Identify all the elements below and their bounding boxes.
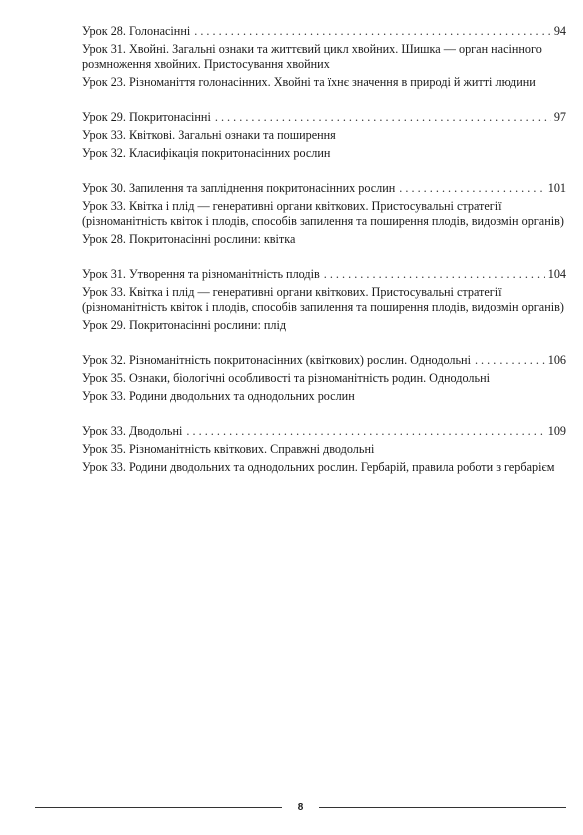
footer-rule-right <box>319 807 566 808</box>
toc-entry[interactable] <box>82 110 566 125</box>
toc-entry-page: 101 <box>547 181 566 195</box>
toc-entry-title: Урок 28. Голонасінні <box>82 24 191 38</box>
toc-entry-title: Урок 30. Запилення та запліднення покритонасінних рослин <box>82 181 396 195</box>
toc-entry-page: 109 <box>547 424 566 438</box>
related-lesson: Урок 31. Хвойні. Загальні ознаки та життєвий цикл хвойних. Шишка — орган насінного розмноження хвойних. Пристосування хвойних <box>82 42 542 71</box>
footer-rule-left <box>35 807 282 808</box>
toc-entry[interactable] <box>82 424 566 439</box>
toc-entry-page: 97 <box>553 110 566 124</box>
page-footer <box>35 802 566 813</box>
related-lesson: Урок 32. Класифікація покритонасінних рослин <box>82 146 331 160</box>
dot-leader <box>186 424 544 439</box>
toc-group <box>82 353 566 404</box>
toc-group <box>82 267 566 333</box>
related-lesson: Урок 29. Покритонасінні рослини: плід <box>82 318 287 332</box>
toc-group <box>82 181 566 247</box>
related-lesson: Урок 33. Родини дводольних та однодольних рослин <box>82 389 355 403</box>
page-number: 8 <box>297 802 304 813</box>
toc-group <box>82 424 566 475</box>
dot-leader <box>475 353 545 368</box>
related-lesson: Урок 33. Родини дводольних та однодольних рослин. Гербарій, правила роботи з гербарієм <box>82 460 555 474</box>
dot-leader <box>324 267 545 282</box>
toc-entry-title: Урок 32. Різноманітність покритонасінних (квіткових) рослин. Однодольні <box>82 353 471 367</box>
related-lesson: Урок 33. Квіткові. Загальні ознаки та поширення <box>82 128 336 142</box>
related-lesson: Урок 23. Різноманіття голонасінних. Хвойні та їхнє значення в природі й житті людини <box>82 75 536 89</box>
toc-entry-title: Урок 31. Утворення та різноманітність плодів <box>82 267 320 281</box>
toc-group <box>82 110 566 161</box>
toc-entry[interactable] <box>82 267 566 282</box>
related-lesson: Урок 28. Покритонасінні рослини: квітка <box>82 232 296 246</box>
toc-entry-title: Урок 33. Дводольні <box>82 424 183 438</box>
toc-entry[interactable] <box>82 181 566 196</box>
dot-leader <box>399 181 544 196</box>
toc-entry[interactable] <box>82 353 566 368</box>
related-lesson: Урок 33. Квітка і плід — генеративні органи квіткових. Пристосувальні стратегії (різноманітність квіток і плодів, способів запилення та поширення плодів, видозмін органів) <box>82 285 564 314</box>
toc-entry-title: Урок 29. Покритонасінні <box>82 110 211 124</box>
related-lesson: Урок 35. Різноманітність квіткових. Справжні дводольні <box>82 442 375 456</box>
dot-leader <box>194 24 551 39</box>
toc-entry[interactable] <box>82 24 566 39</box>
table-of-contents <box>82 24 566 475</box>
toc-entry-page: 94 <box>553 24 566 38</box>
related-lesson: Урок 33. Квітка і плід — генеративні органи квіткових. Пристосувальні стратегії (різноманітність квіток і плодів, способів запилення та поширення плодів, видозмін органів) <box>82 199 564 228</box>
related-lesson: Урок 35. Ознаки, біологічні особливості та різноманітність родин. Однодольні <box>82 371 490 385</box>
dot-leader <box>215 110 551 125</box>
toc-group <box>82 24 566 90</box>
toc-entry-page: 106 <box>547 353 566 367</box>
toc-entry-page: 104 <box>547 267 566 281</box>
